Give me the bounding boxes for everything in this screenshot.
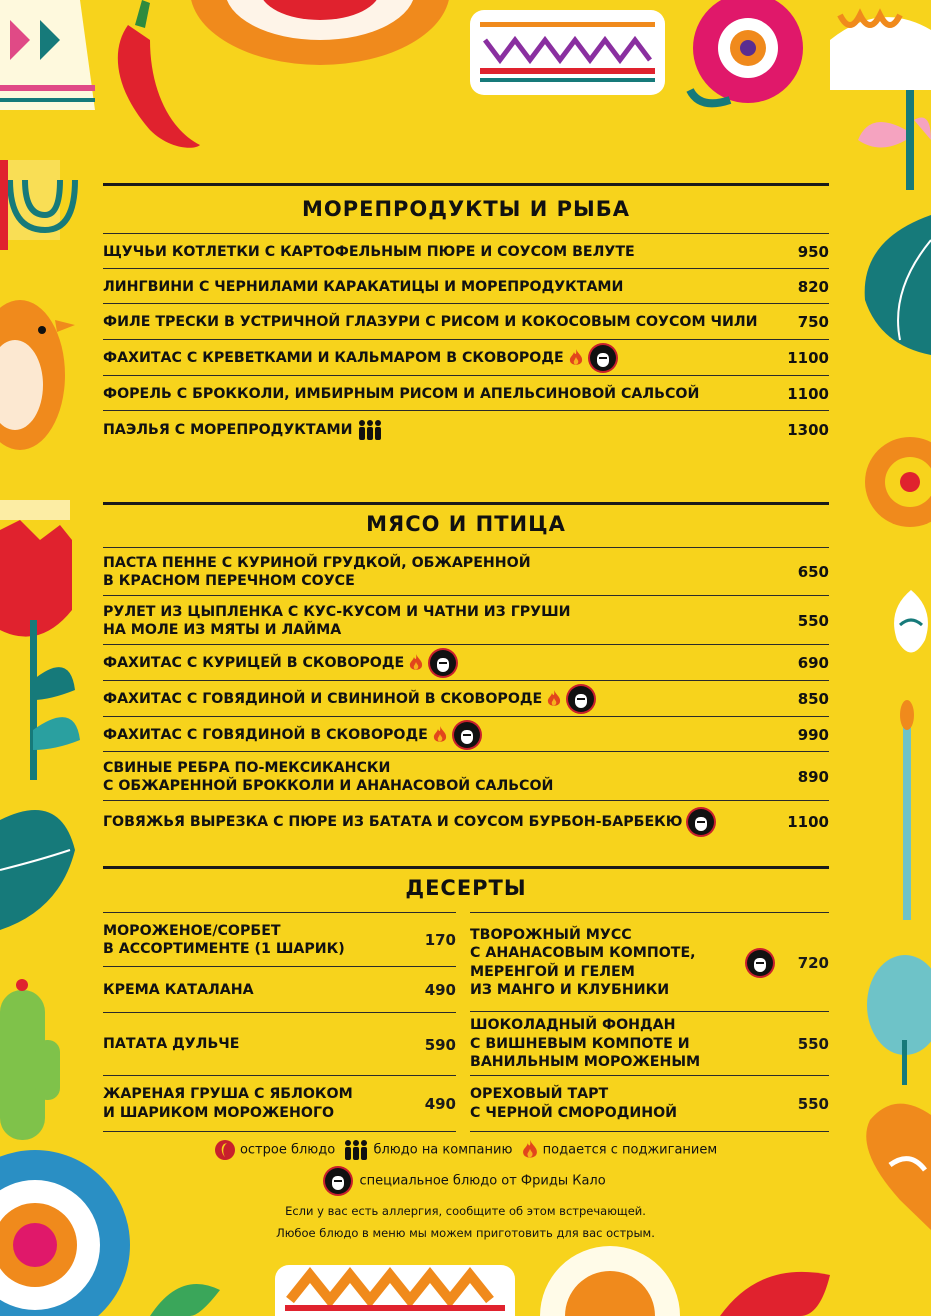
item-name-line: ШОКОЛАДНЫЙ ФОНДАН — [470, 1017, 676, 1034]
chili-icon — [214, 1139, 236, 1161]
group-icon — [343, 1140, 369, 1160]
item-name-line: ТВОРОЖНЫЙ МУСС — [470, 926, 632, 943]
item-price: 990 — [797, 725, 829, 744]
item-name: ФОРЕЛЬ С БРОККОЛИ, ИМБИРНЫМ РИСОМ И АПЕЛЬСИНОВОЙ САЛЬСОЙ — [103, 385, 700, 402]
item-name-wrap — [103, 922, 406, 959]
item-price: 1100 — [787, 384, 829, 403]
item-name-line2: В КРАСНОМ ПЕРЕЧНОМ СОУСЕ — [103, 573, 355, 589]
dessert-item — [103, 966, 456, 1013]
item-price: 590 — [424, 1035, 456, 1054]
zigzag-banner-bottom — [275, 1265, 515, 1316]
item-price: 490 — [424, 981, 456, 999]
reed-decor-right — [900, 700, 914, 920]
item-name-wrap — [103, 981, 406, 1000]
tribal-pattern-topleft — [0, 0, 95, 110]
legend-flambe-label: подается с поджиганием — [542, 1142, 718, 1158]
tree-decor-right — [867, 955, 931, 1085]
sun-decor-top — [190, 0, 450, 65]
flower-decor-top — [690, 0, 803, 103]
item-price: 550 — [797, 1035, 829, 1053]
menu-item — [103, 680, 829, 717]
frida-icon — [747, 950, 773, 976]
item-price: 1100 — [787, 349, 829, 367]
leaf-decor-left — [0, 810, 75, 930]
frida-icon — [325, 1168, 351, 1194]
item-price: 890 — [797, 767, 829, 786]
item-name-line2: С ОБЖАРЕННОЙ БРОККОЛИ И АНАНАСОВОЙ САЛЬСОЙ — [103, 777, 554, 794]
item-name-line1: РУЛЕТ ИЗ ЦЫПЛЕНКА С КУС-КУСОМ И ЧАТНИ ИЗ ГРУШИ — [103, 603, 571, 620]
menu-item — [103, 547, 829, 596]
item-name-line: ПАТАТА ДУЛЬЧЕ — [103, 1036, 240, 1053]
flame-icon — [408, 653, 424, 673]
chili-pepper-decor — [118, 0, 200, 148]
menu-item — [103, 303, 829, 340]
item-name-line: ИЗ МАНГО И КЛУБНИКИ — [470, 982, 670, 998]
item-name: ЛИНГВИНИ С ЧЕРНИЛАМИ КАРАКАТИЦЫ И МОРЕПРОДУКТАМИ — [103, 278, 624, 295]
item-name-wrap — [103, 345, 759, 371]
item-price: 720 — [797, 953, 829, 972]
item-name-line: ОРЕХОВЫЙ ТАРТ — [470, 1086, 609, 1102]
item-price: 650 — [797, 563, 829, 581]
menu-item — [103, 410, 829, 449]
item-name-wrap — [470, 926, 741, 1000]
legend-row-2 — [0, 1168, 931, 1194]
section-title-seafood: МОРЕПРОДУКТЫ И РЫБА — [301, 197, 631, 221]
drop-decor-right — [894, 590, 928, 653]
item-price: 170 — [424, 931, 456, 949]
item-price: 690 — [797, 654, 829, 672]
section-title-meat: МЯСО И ПТИЦА — [366, 512, 566, 536]
item-name-wrap — [103, 1035, 406, 1054]
menu-item — [103, 375, 829, 411]
item-name-line: С ЧЕРНОЙ СМОРОДИНОЙ — [470, 1104, 678, 1121]
sun-decor-bottom — [540, 1246, 830, 1316]
item-name-wrap — [103, 686, 759, 712]
section-title-desserts: ДЕСЕРТЫ — [405, 876, 527, 900]
item-name-line1: ПАСТА ПЕННЕ С КУРИНОЙ ГРУДКОЙ, ОБЖАРЕННОЙ — [103, 555, 531, 571]
flame-icon — [432, 725, 448, 745]
item-name-wrap — [103, 420, 759, 440]
legend-frida-label: специальное блюдо от Фриды Кало — [359, 1173, 606, 1189]
frida-icon — [568, 686, 594, 712]
item-name: ПАЭЛЬЯ С МОРЕПРОДУКТАМИ — [103, 422, 353, 438]
item-name-line: МОРОЖЕНОЕ/СОРБЕТ — [103, 922, 281, 939]
dessert-item — [470, 912, 829, 1012]
section-divider — [103, 183, 829, 186]
item-name-wrap — [103, 603, 759, 639]
menu-item — [103, 595, 829, 645]
item-name-line: И ШАРИКОМ МОРОЖЕНОГО — [103, 1104, 335, 1121]
bird-decor-left — [0, 300, 75, 450]
item-name-line: КРЕМА КАТАЛАНА — [103, 981, 254, 998]
menu-item — [103, 751, 829, 801]
item-name-line: ЖАРЕНАЯ ГРУША С ЯБЛОКОМ — [103, 1086, 353, 1102]
item-name-line: С АНАНАСОВЫМ КОМПОТЕ, — [470, 945, 696, 961]
flame-icon — [546, 689, 562, 709]
menu-item — [103, 716, 829, 752]
item-name-wrap — [103, 554, 759, 590]
item-name: ГОВЯЖЬЯ ВЫРЕЗКА С ПЮРЕ ИЗ БАТАТА И СОУСОМ БУРБОН-БАРБЕКЮ — [103, 814, 683, 830]
dessert-item — [470, 1011, 829, 1076]
legend-spicy-label: острое блюдо — [239, 1142, 336, 1158]
item-price: 550 — [797, 1094, 829, 1113]
flame-icon — [568, 348, 584, 368]
item-name-wrap — [103, 809, 759, 835]
dessert-item — [103, 1075, 456, 1132]
item-name: ФАХИТАС С КРЕВЕТКАМИ И КАЛЬМАРОМ В СКОВОРОДЕ — [103, 350, 564, 366]
menu-item — [103, 800, 829, 843]
item-price: 1300 — [787, 421, 829, 439]
item-name: ФАХИТАС С КУРИЦЕЙ В СКОВОРОДЕ — [103, 655, 405, 671]
item-name: ФАХИТАС С ГОВЯДИНОЙ И СВИНИНОЙ В СКОВОРОДЕ — [103, 691, 543, 707]
zigzag-banner-top — [470, 10, 665, 95]
frida-icon — [590, 345, 616, 371]
spicy-note: Любое блюдо в меню мы можем приготовить для вас острым. — [276, 1226, 655, 1240]
item-name-line: МЕРЕНГОЙ И ГЕЛЕМ — [470, 963, 635, 980]
dessert-item — [103, 1012, 456, 1076]
menu-item — [103, 644, 829, 681]
group-icon — [357, 420, 383, 440]
item-name-wrap — [103, 759, 759, 795]
flame-icon — [521, 1138, 539, 1162]
frida-icon — [688, 809, 714, 835]
frida-icon — [430, 650, 456, 676]
item-name: ЩУЧЬИ КОТЛЕТКИ С КАРТОФЕЛЬНЫМ ПЮРЕ И СОУСОМ ВЕЛУТЕ — [103, 243, 635, 260]
legend-group-label: блюдо на компанию — [373, 1142, 513, 1158]
section-divider — [103, 866, 829, 869]
item-price: 750 — [797, 313, 829, 331]
leaf-decor-right — [865, 215, 931, 355]
menu-item — [103, 233, 829, 269]
frida-icon — [454, 722, 480, 748]
item-name-wrap — [470, 1016, 779, 1072]
item-price: 950 — [797, 242, 829, 261]
item-name-line2: НА МОЛЕ ИЗ МЯТЫ И ЛАЙМА — [103, 621, 342, 638]
menu-item — [103, 268, 829, 304]
menu-item — [103, 339, 829, 376]
legend-row-1 — [0, 1138, 931, 1162]
item-name-wrap — [103, 722, 759, 748]
tulip-decor-left — [0, 500, 80, 780]
tulip-decor-topright — [830, 15, 931, 190]
dessert-item — [103, 912, 456, 967]
cactus-decor-left — [0, 979, 60, 1140]
item-price: 490 — [424, 1094, 456, 1113]
item-name-line: В АССОРТИМЕНТЕ (1 ШАРИК) — [103, 941, 345, 957]
item-price: 820 — [797, 277, 829, 296]
item-name-line1: СВИНЫЕ РЕБРА ПО-МЕКСИКАНСКИ — [103, 759, 391, 776]
dessert-item — [470, 1075, 829, 1132]
section-divider — [103, 502, 829, 505]
item-name-line: ВАНИЛЬНЫМ МОРОЖЕНЫМ — [470, 1054, 701, 1071]
item-name-line: С ВИШНЕВЫМ КОМПОТЕ И — [470, 1035, 690, 1052]
item-name-wrap — [103, 1085, 406, 1122]
item-name: ФИЛЕ ТРЕСКИ В УСТРИЧНОЙ ГЛАЗУРИ С РИСОМ И КОКОСОВЫМ СОУСОМ ЧИЛИ — [103, 314, 758, 330]
item-price: 550 — [797, 611, 829, 630]
item-name-wrap — [470, 1085, 779, 1122]
item-name-wrap — [103, 650, 759, 676]
candelabra-decor-left — [0, 160, 75, 250]
item-name: ФАХИТАС С ГОВЯДИНОЙ В СКОВОРОДЕ — [103, 726, 428, 743]
allergy-note: Если у вас есть аллергия, сообщите об этом встречающей. — [285, 1204, 646, 1218]
item-price: 850 — [797, 690, 829, 708]
item-price: 1100 — [787, 813, 829, 831]
flower-decor-right — [865, 437, 931, 527]
